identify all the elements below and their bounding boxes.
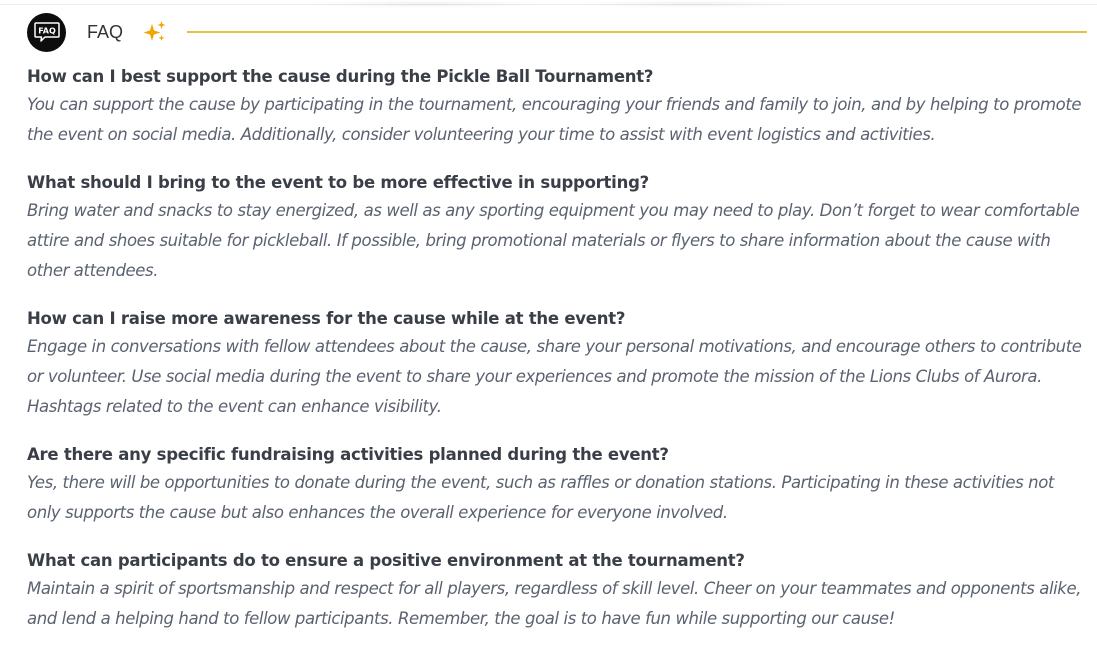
- faq-item: [27, 442, 1089, 528]
- top-shadow-left: [300, 0, 550, 8]
- faq-answer: You can support the cause by participating in the tournament, encouraging your friends and family to join, and by helping to promote the event on social media. Additionally, consider volunteering your time to assist with event logistics and activities.: [27, 95, 1082, 144]
- faq-header: [27, 13, 1087, 51]
- header-rule: [187, 31, 1087, 33]
- faq-badge-text: FAQ: [37, 26, 56, 36]
- faq-item: [27, 170, 1089, 286]
- faq-question: How can I best support the cause during the Pickle Ball Tournament?: [27, 67, 654, 86]
- faq-question: What should I bring to the event to be more effective in supporting?: [27, 173, 649, 192]
- faq-speech-bubble-icon: [27, 13, 66, 52]
- faq-answer: Bring water and snacks to stay energized, as well as any sporting equipment you may need to play. Don’t forget to wear comfortable attire and shoes suitable for pickleball. If possible, bring promotional materials or flyers to share information about the cause with other attendees.: [27, 201, 1080, 280]
- faq-question: What can participants do to ensure a positive environment at the tournament?: [27, 551, 745, 570]
- sparkle-icon: [143, 20, 167, 44]
- faq-item: [27, 548, 1089, 634]
- faq-question: Are there any specific fundraising activities planned during the event?: [27, 445, 669, 464]
- faq-list: [27, 64, 1089, 654]
- top-shadow-right: [570, 0, 810, 8]
- section-title: FAQ: [87, 21, 124, 42]
- faq-answer: Yes, there will be opportunities to donate during the event, such as raffles or donation stations. Participating in these activities not only supports the cause but also enhances the overall experience for everyone involved.: [27, 473, 1054, 522]
- faq-item: [27, 64, 1089, 150]
- faq-question: How can I raise more awareness for the cause while at the event?: [27, 309, 626, 328]
- faq-answer: Engage in conversations with fellow attendees about the cause, share your personal motivations, and encourage others to contribute or volunteer. Use social media during the event to share your experiences and promote the mission of the Lions Clubs of Aurora. Hashtags related to the event can enhance visibility.: [27, 337, 1082, 416]
- faq-answer: Maintain a spirit of sportsmanship and respect for all players, regardless of skill level. Cheer on your teammates and opponents alike, and lend a helping hand to fellow participants. Remember, the goal is to have fun while supporting our cause!: [27, 579, 1082, 628]
- faq-item: [27, 306, 1089, 422]
